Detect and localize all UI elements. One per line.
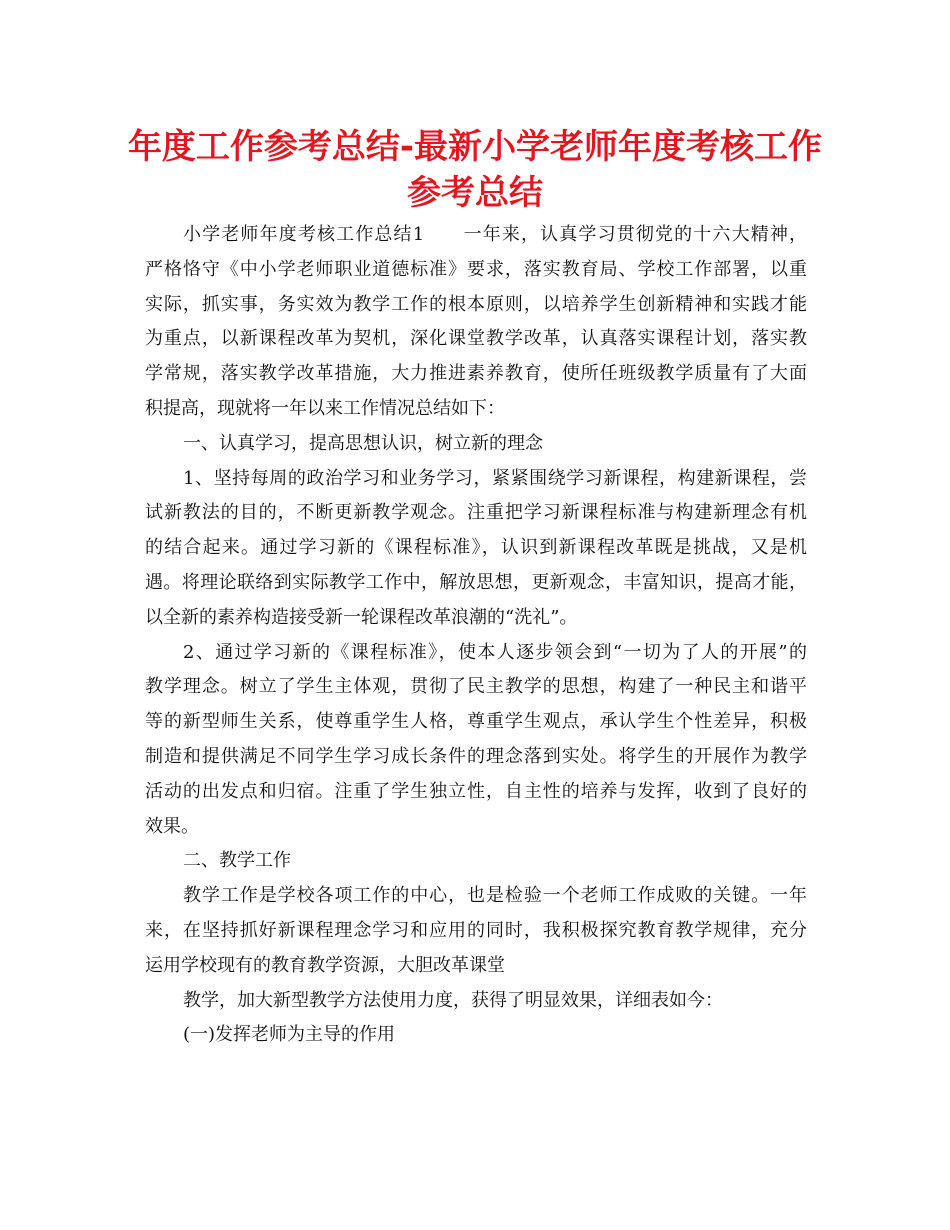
paragraph-line: (一)发挥老师为主导的作用 <box>183 1024 396 1046</box>
document-body <box>145 218 807 1053</box>
paragraph-line: 学常规，落实教学改革措施，大力推进素养教育，使所任班级教学质量有了大面 <box>145 363 807 385</box>
paragraph-line: 一、认真学习，提高思想认识，树立新的理念 <box>183 432 543 454</box>
paragraph-line: 积提高，现就将一年以来工作情况总结如下： <box>145 397 505 419</box>
paragraph-line: 实际，抓实事，务实效为教学工作的根本原则，以培养学生创新精神和实践才能 <box>145 293 807 315</box>
paragraph-line: 1、坚持每周的政治学习和业务学习，紧紧围绕学习新课程，构建新课程，尝 <box>183 467 807 489</box>
paragraph-line: 遇。将理论联络到实际教学工作中，解放思想，更新观念，丰富知识，提高才能， <box>145 571 807 593</box>
paragraph-line: 二、教学工作 <box>183 850 291 872</box>
paragraph-line: 严格恪守《中小学老师职业道德标准》要求，落实教育局、学校工作部署，以重 <box>145 258 807 280</box>
paragraph-line: 2、通过学习新的《课程标准》，使本人逐步领会到“一切为了人的开展”的 <box>183 641 807 663</box>
paragraph-line: 等的新型师生关系，使尊重学生人格，尊重学生观点，承认学生个性差异，积极 <box>145 711 807 733</box>
paragraph-line: 教学工作是学校各项工作的中心，也是检验一个老师工作成败的关键。一年 <box>183 885 807 907</box>
paragraph-line: 试新教法的目的，不断更新教学观念。注重把学习新课程标准与构建新理念有机 <box>145 502 807 524</box>
paragraph-line: 的结合起来。通过学习新的《课程标准》，认识到新课程改革既是挑战，又是机 <box>145 537 807 559</box>
paragraph-line: 为重点，以新课程改革为契机，深化课堂教学改革，认真落实课程计划，落实教 <box>145 328 807 350</box>
document-title-line-2: 参考总结 <box>407 173 543 213</box>
paragraph-line: 效果。 <box>145 815 199 837</box>
paragraph-line: 以全新的素养构造接受新一轮课程改革浪潮的“洗礼”。 <box>145 606 578 628</box>
paragraph-line: 运用学校现有的教育教学资源，大胆改革课堂 <box>145 954 505 976</box>
paragraph-line: 来，在坚持抓好新课程理念学习和应用的同时，我积极探究教育教学规律，充分 <box>145 919 807 941</box>
paragraph-line: 教学，加大新型教学方法使用力度，获得了明显效果，详细表如今： <box>183 989 723 1011</box>
paragraph-line: 活动的出发点和归宿。注重了学生独立性，自主性的培养与发挥，收到了良好的 <box>145 780 807 802</box>
paragraph-line: 教学理念。树立了学生主体观，贯彻了民主教学的思想，构建了一种民主和谐平 <box>145 676 807 698</box>
paragraph-line: 小学老师年度考核工作总结1 一年来，认真学习贯彻党的十六大精神， <box>183 224 807 245</box>
paragraph-line: 制造和提供满足不同学生学习成长条件的理念落到实处。将学生的开展作为教学 <box>145 745 807 767</box>
document-title-line-1: 年度工作参考总结-最新小学老师年度考核工作 <box>127 127 823 167</box>
